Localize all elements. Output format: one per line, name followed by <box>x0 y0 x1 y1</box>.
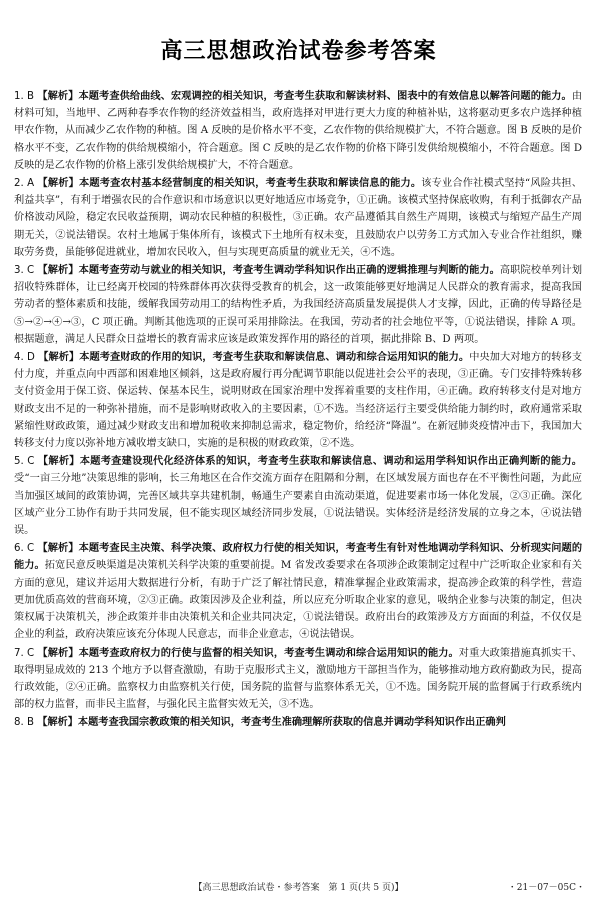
answer-number: 2. A <box>14 178 38 190</box>
answer-item-5 <box>14 453 582 539</box>
answer-list <box>14 88 582 733</box>
analysis-text: 拓宽民意反映渠道是决策机关科学决策的重要前提。M 省发改委要求在各项涉企政策制定过程中广泛听取企业家和有关方面的意见，建议并运用大数据进行分析，有助于广泛了解社情民意，精准掌握企业政策需求，提高涉企政策的科学性，营造更加优质高效的营商环境，②③正确。政策因涉及企业利益，所以应充分听取企业家的意见，吸纳企业参与决策的制定，但决策权属于决策机关，涉企政策并非由决策机关和企业共同决定，①说法错误。政府出台的政策涉及方方面面的利益，不仅仅是企业的利益，政府决策应该充分体现人民意志，而非企业意志，④说法错误。 <box>14 560 582 641</box>
analysis-heading: 【解析】本题考查财政的作用的知识，考查考生获取和解读信息、调动和综合运用知识的能力。 <box>38 352 470 364</box>
analysis-text: 中央加大对地方的转移支付力度，并重点向中西部和困难地区倾斜，这是政府履行再分配调节职能以促进社会公平的表现，③正确。专门安排特殊转移支付资金用于保工资、保运转、保基本民生，说明财政在国家治理中发挥着重要的支柱作用，④正确。政府转移支付是对地方财政支出不足的一种弥补措施，而不是影响财政收入的主要因素，①不选。当经济运行主要受供给能力制约时，政府通常采取紧缩性财政政策，通过减少财政支出和增加税收来抑制总需求，稳定物价，给经济“降温”。在新冠肺炎疫情冲击下，我国加大转移支付力度以弥补地方减收增支缺口，实施的是积极的财政政策，②不选。 <box>14 352 583 450</box>
answer-number: 3. C <box>14 265 38 277</box>
answer-item-8 <box>14 714 582 731</box>
answer-item-1 <box>14 88 582 174</box>
analysis-text: 受“一亩三分地”决策思维的影响，长三角地区在合作交流方面存在阻隔和分割，在区域发展方面也存在不平衡性问题，为此应当加强区域间的政策协调，完善区域共享共建机制，畅通生产要素自由流动渠道，促进要素市场一体化发展，②③正确。深化区域产业分工协作有助于共同发展，但不能实现区域经济同步发展，①说法错误。实体经济是经济发展的立身之本，④说法错误。 <box>14 473 582 537</box>
analysis-heading: 【解析】本题考查我国宗教政策的相关知识，考查考生准确理解所获取的信息并调动学科知识作出正确判 <box>37 717 506 729</box>
answer-number: 7. C <box>14 647 38 659</box>
answer-number: 5. C <box>14 456 38 468</box>
footer-exam-code: ・21－07－05C・ <box>507 883 585 893</box>
answer-item-4 <box>14 349 582 452</box>
analysis-heading: 【解析】本题考查建设现代化经济体系的知识，考查考生获取和解读信息、调动和运用学科知识作出正确判断的能力。 <box>37 456 582 468</box>
analysis-text: 高职院校单列计划招收特殊群体，让已经离开校园的特殊群体再次获得受教育的机会，这一政策能够更好地满足人民群众的教育需求，提高我国劳动者的整体素质和技能，缓解我国劳动用工的结构性矛盾，为我国经济高质量发展提供人才支撑，因此，正确的传导路径是⑤→②→④→③，C 项正确。判断其他选项的正误可采用排除法。在我国，劳动者的社会地位平等，①说法错误，排除 A 项。根据题意，满足人民群众日益增长的教育需求应该是政策发挥作用的路径的首项，据此排除 B、D 两项。 <box>14 265 583 345</box>
answer-number: 8. B <box>14 717 38 729</box>
analysis-heading: 【解析】本题考查农村基本经营制度的相关知识，考查考生获取和解读信息的能力。 <box>37 178 422 190</box>
page-title: 高三思想政治试卷参考答案 <box>160 39 437 64</box>
analysis-heading: 【解析】本题考查政府权力的行使与监督的相关知识，考查考生调动和综合运用知识的能力。 <box>37 647 459 659</box>
analysis-text: 对重大政策措施真抓实干、取得明显成效的 213 个地方予以督查激励，有助于克服形式主义，激励地方干部担当作为，能够推动地方政府勤政为民，提高行政效能，②④正确。监察权力由监察机关行使，国务院的监督与监察体系无关，①不选。国务院开展的监督属于行政系统内部的权力监督，而非民主监督，与强化民主监督实效无关，③不选。 <box>14 647 583 711</box>
answer-number: 4. D <box>14 352 39 364</box>
analysis-text: 由材料可知，当地甲、乙两种春季农作物的经济效益相当，政府选择对甲进行更大力度的种植补贴，这将驱动更多农户选择种植甲农作物，从而减少乙农作物的种植。图 A 反映的是价格水平不变，乙农作物的供给规模扩大，不符合题意。图 B 反映的是价格水平不变，乙农作物的供给规模缩小，符合题意。图 C 反映的是乙农作物的价格下降引发供给规模缩小，不符合题意。图 D 反映的是乙农作物的价格上涨引发供给规模扩大，不符合题意。 <box>14 91 583 171</box>
analysis-heading: 【解析】本题考查民主决策、科学决策、政府权力行使的相关知识，考查考生有针对性地调动学科知识、分析现实问题的能力。 <box>14 543 583 572</box>
answer-item-6 <box>14 540 582 643</box>
answer-number: 6. C <box>14 543 38 555</box>
footer-page-info: 【高三思想政治试卷・参考答案 第 1 页(共 5 页)】 <box>193 883 404 893</box>
answer-item-2 <box>14 175 582 261</box>
answer-item-3 <box>14 262 582 348</box>
analysis-heading: 【解析】本题考查劳动与就业的相关知识，考查考生调动学科知识作出正确的逻辑推理与判断的能力。 <box>37 265 500 277</box>
answer-number: 1. B <box>14 91 38 102</box>
analysis-heading: 【解析】本题考查供给曲线、宏观调控的相关知识，考查考生获取和解读材料、图表中的有效信息以解答问题的能力。 <box>37 91 572 102</box>
analysis-text: 该专业合作社模式坚持“风险共担、利益共享”，有利于增强农民的合作意识和市场意识以更好地适应市场竞争，①正确。该模式坚持保底收购，有利于抵御农产品价格波动风险，稳定农民收益预期，调动农民种植的积极性，③正确。农产品遵循其自然生产周期，该模式与缩短产品生产周期无关，②说法错误。农村土地属于集体所有，该模式下土地所有权未变，且鼓励农户以劳务工方式加入专业合作社组织，赚取劳务费，虽能够促进就业，增加农民收入，但与实现更高质量的就业无关，④不选。 <box>14 178 582 258</box>
answer-item-7 <box>14 645 582 714</box>
